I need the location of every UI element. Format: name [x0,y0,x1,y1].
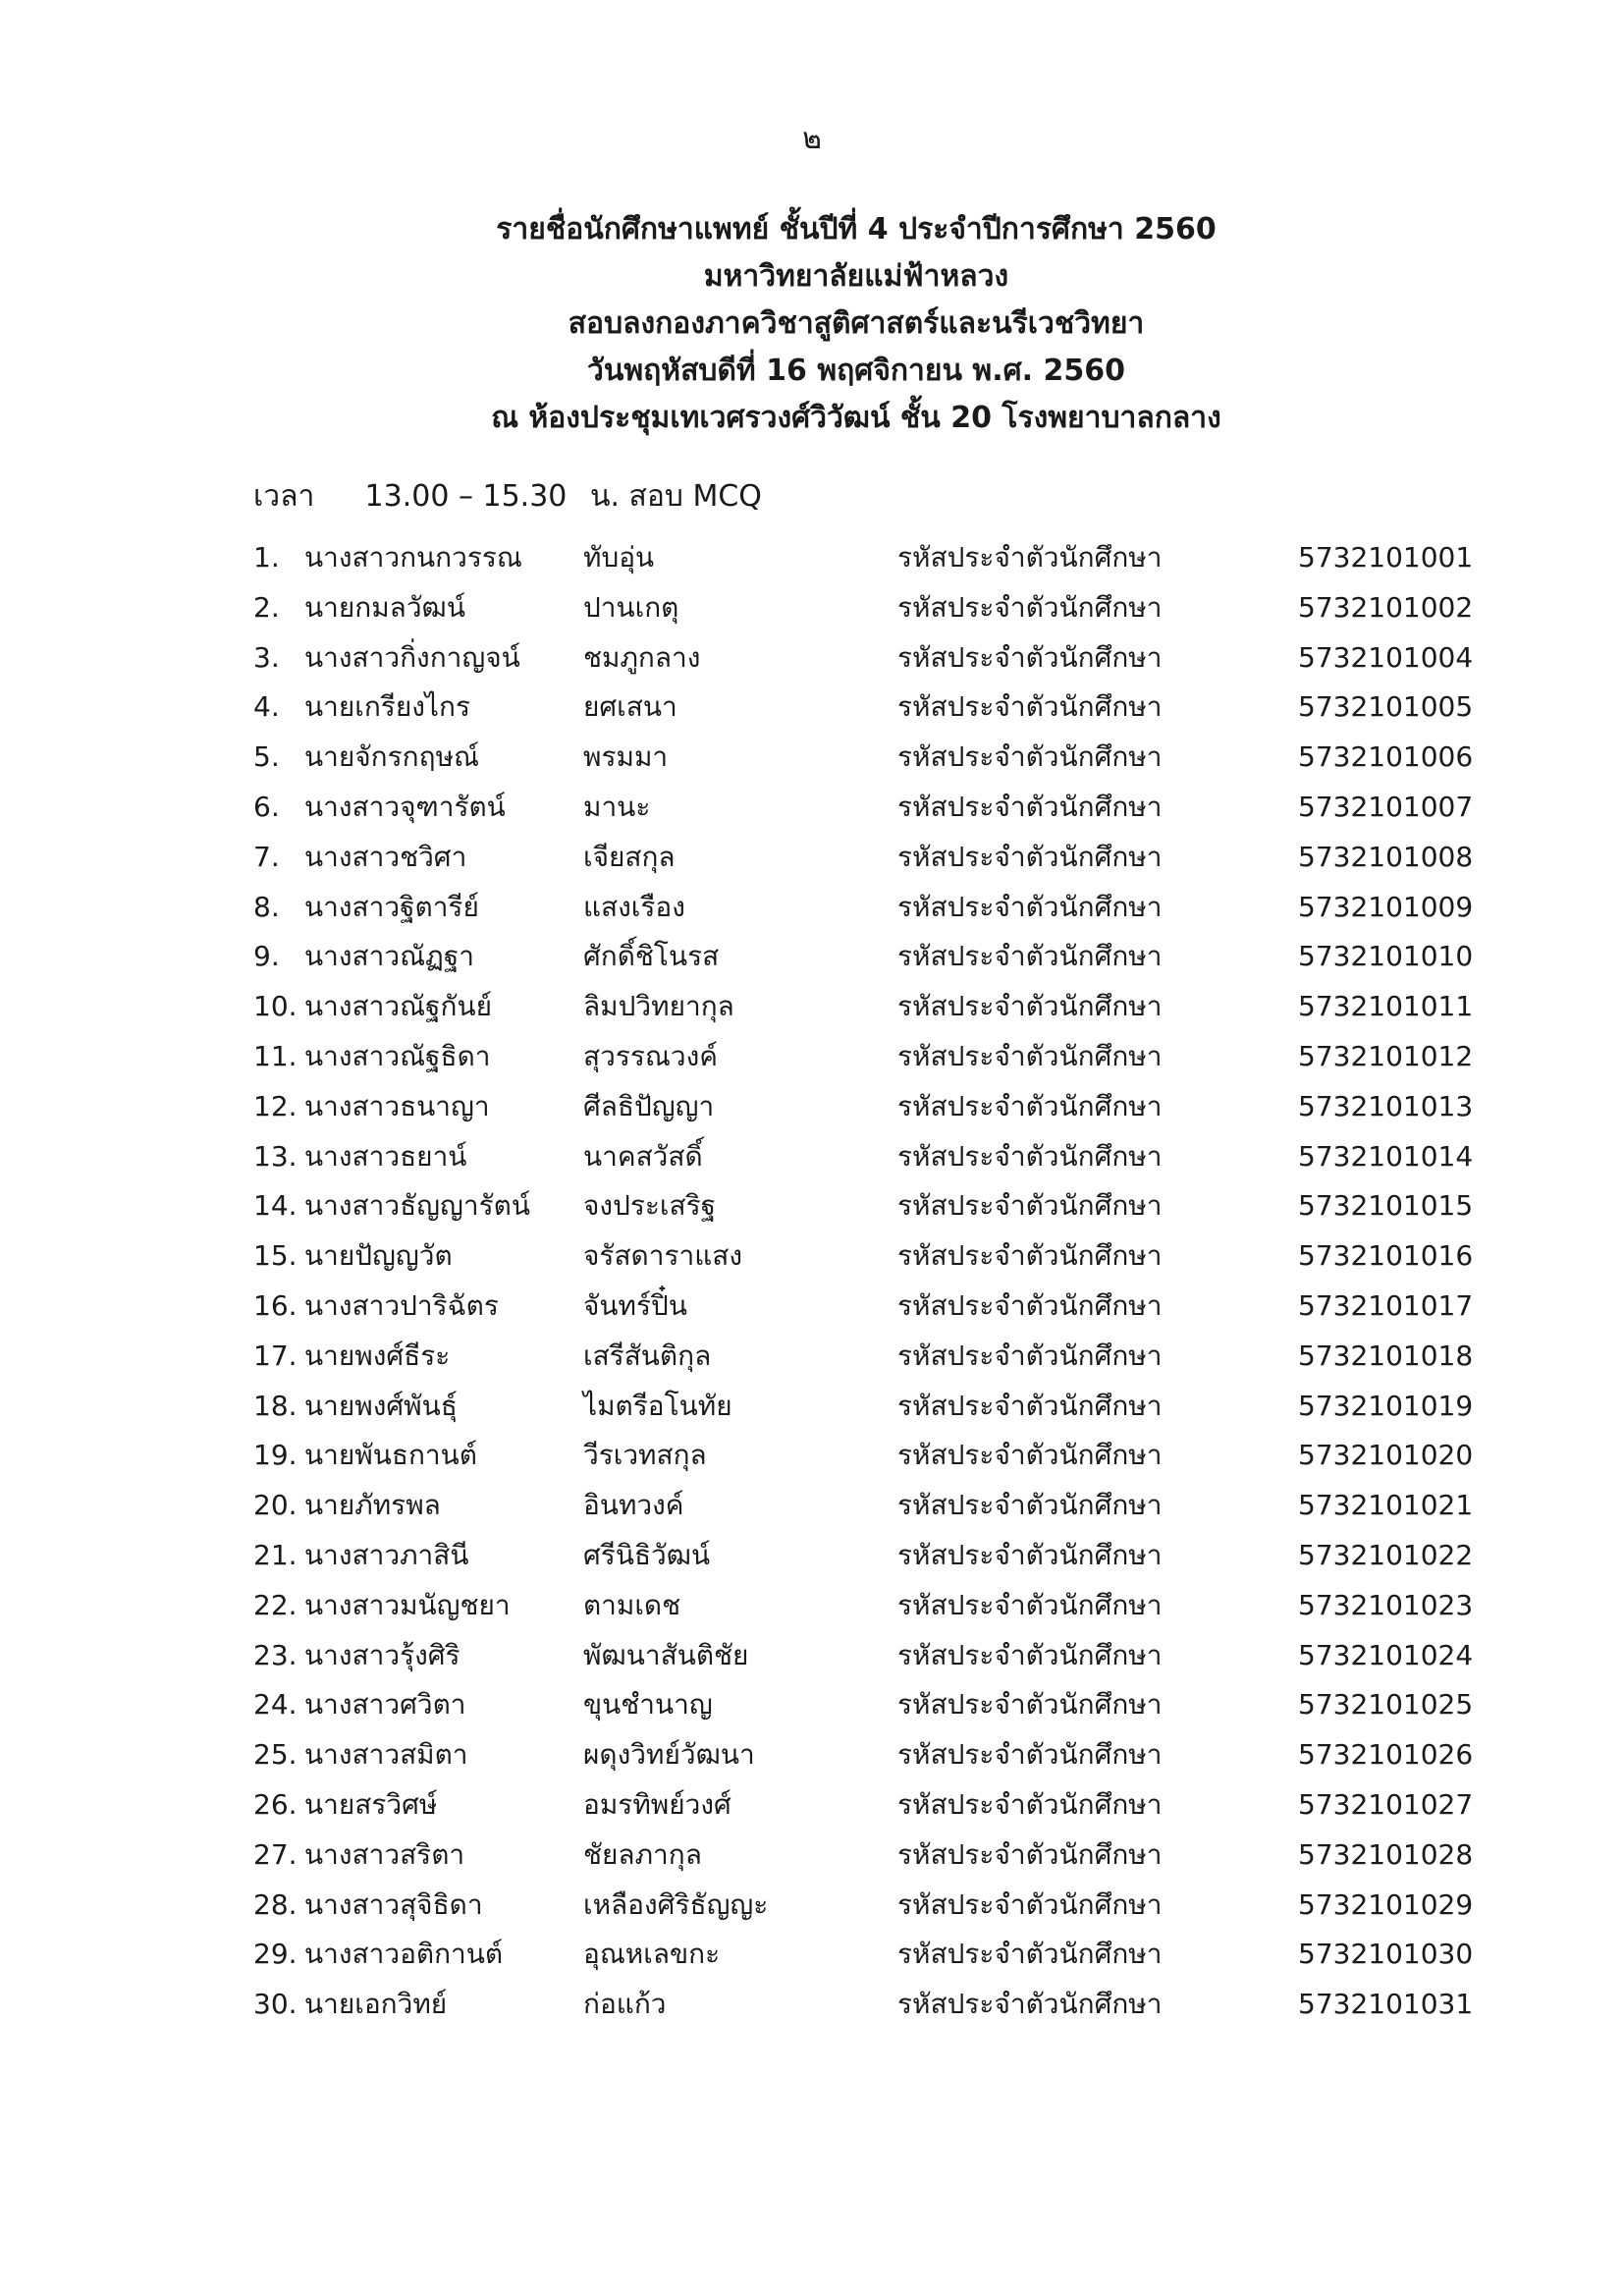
student-number: 19. [253,1439,298,1472]
student-last-name: เจียสกุล [583,840,676,873]
student-id-label: รหัสประจำตัวนักศึกษา [897,690,1163,724]
student-last-name: ลิมปวิทยากุล [583,990,734,1023]
student-id: 5732101015 [1298,1189,1474,1223]
student-id-label: รหัสประจำตัวนักศึกษา [897,840,1163,873]
student-first-name: นายพงศ์ธีระ [304,1339,451,1372]
student-id-label: รหัสประจำตัวนักศึกษา [897,1039,1163,1072]
student-first-name: นายกมลวัฒน์ [304,590,465,624]
student-last-name: แสงเรือง [583,890,685,923]
student-last-name: ชมภูกลาง [583,640,701,674]
student-row [253,1132,1474,1182]
student-id-label: รหัสประจำตัวนักศึกษา [897,990,1163,1023]
student-id: 5732101007 [1298,790,1474,823]
student-id-label: รหัสประจำตัวนักศึกษา [897,1538,1163,1571]
student-id-label: รหัสประจำตัวนักศึกษา [897,640,1163,674]
student-id: 5732101019 [1298,1389,1474,1422]
student-id-label: รหัสประจำตัวนักศึกษา [897,590,1163,624]
student-id: 5732101005 [1298,690,1474,724]
student-number: 22. [253,1588,298,1621]
student-first-name: นางสาวชวิศา [304,840,467,873]
student-last-name: เสรีสันติกุล [583,1339,712,1372]
student-id-label: รหัสประจำตัวนักศึกษา [897,1239,1163,1273]
student-id: 5732101013 [1298,1089,1474,1122]
student-number: 2. [253,590,280,624]
student-row [253,733,1474,783]
student-roster [253,533,1474,2030]
student-id: 5732101008 [1298,840,1474,873]
student-first-name: นางสาวณัฐกันย์ [304,990,492,1023]
student-number: 8. [253,890,280,923]
student-first-name: นางสาวจุฑารัตน์ [304,790,506,823]
student-last-name: พรมมา [583,740,669,774]
student-number: 30. [253,1988,298,2021]
student-last-name: จันทร์ปิ๋น [583,1288,687,1322]
student-row [253,1032,1474,1082]
student-row [253,1382,1474,1432]
student-first-name: นายภัทรพล [304,1489,441,1522]
time-unit: น. [589,479,620,514]
student-number: 27. [253,1837,298,1871]
student-row [253,1082,1474,1132]
student-id: 5732101012 [1298,1039,1474,1072]
student-row [253,633,1474,683]
student-row [253,1431,1474,1481]
student-row [253,1332,1474,1382]
student-first-name: นายจักรกฤษณ์ [304,740,480,774]
student-first-name: นางสาวปาริฉัตร [304,1288,499,1322]
student-row [253,1581,1474,1631]
student-last-name: เหลืองศิริธัญญะ [583,1887,769,1921]
student-number: 28. [253,1887,298,1921]
student-row [253,783,1474,833]
student-id-label: รหัสประจำตัวนักศึกษา [897,940,1163,973]
student-first-name: นางสาวณัฏฐา [304,940,475,973]
student-number: 23. [253,1638,298,1671]
student-row [253,833,1474,883]
student-row [253,1980,1474,2030]
student-id: 5732101020 [1298,1439,1474,1472]
student-id: 5732101026 [1298,1738,1474,1772]
student-last-name: ทับอุ่น [583,541,655,574]
student-number: 13. [253,1139,298,1173]
student-number: 14. [253,1189,298,1223]
student-id: 5732101029 [1298,1887,1474,1921]
student-number: 24. [253,1688,298,1722]
student-number: 6. [253,790,280,823]
student-number: 15. [253,1239,298,1273]
student-id-label: รหัสประจำตัวนักศึกษา [897,1389,1163,1422]
student-number: 26. [253,1787,298,1821]
student-id: 5732101006 [1298,740,1474,774]
student-id-label: รหัสประจำตัวนักศึกษา [897,1988,1163,2021]
student-id: 5732101011 [1298,990,1474,1023]
student-id-label: รหัสประจำตัวนักศึกษา [897,1688,1163,1722]
student-last-name: ผดุงวิทย์วัฒนา [583,1738,755,1772]
student-first-name: นางสาวภาสินี [304,1538,469,1571]
student-row [253,1930,1474,1980]
student-number: 4. [253,690,280,724]
student-id-label: รหัสประจำตัวนักศึกษา [897,1887,1163,1921]
student-row [253,1730,1474,1780]
student-first-name: นายเอกวิทย์ [304,1988,448,2021]
student-number: 16. [253,1288,298,1322]
student-id-label: รหัสประจำตัวนักศึกษา [897,1738,1163,1772]
student-last-name: มานะ [583,790,651,823]
heading-line: รายชื่อนักศึกษาแพทย์ ชั้นปีที่ 4 ประจำปีการศึกษา 2560 [496,212,1217,246]
student-id-label: รหัสประจำตัวนักศึกษา [897,890,1163,923]
student-number: 9. [253,940,280,973]
student-first-name: นางสาวมนัญชยา [304,1588,511,1621]
student-id: 5732101024 [1298,1638,1474,1671]
heading-line: มหาวิทยาลัยแม่ฟ้าหลวง [703,259,1009,294]
student-row [253,583,1474,633]
student-first-name: นางสาวสุจิธิดา [304,1887,483,1921]
student-row [253,683,1474,733]
time-range: 13.00 – 15.30 [364,479,568,514]
heading-line: ณ ห้องประชุมเทเวศรวงศ์วิวัฒน์ ชั้น 20 โรงพยาบาลกลาง [491,401,1221,435]
student-number: 7. [253,840,280,873]
student-id-label: รหัสประจำตัวนักศึกษา [897,1288,1163,1322]
student-last-name: พัฒนาสันติชัย [583,1638,749,1671]
student-row [253,1282,1474,1332]
student-last-name: ก่อแก้ว [583,1988,667,2021]
student-row [253,932,1474,982]
student-id-label: รหัสประจำตัวนักศึกษา [897,1089,1163,1122]
student-last-name: อุณหเลขกะ [583,1938,721,1971]
student-first-name: นางสาวสมิตา [304,1738,468,1772]
student-id: 5732101030 [1298,1938,1474,1971]
student-number: 25. [253,1738,298,1772]
student-first-name: นางสาวรุ้งศิริ [304,1638,460,1671]
student-id-label: รหัสประจำตัวนักศึกษา [897,1588,1163,1621]
student-id: 5732101021 [1298,1489,1474,1522]
student-row [253,1680,1474,1730]
student-id: 5732101002 [1298,590,1474,624]
student-id: 5732101022 [1298,1538,1474,1571]
student-first-name: นางสาวณัฐธิดา [304,1039,491,1072]
student-row [253,1780,1474,1831]
student-last-name: จรัสดาราแสง [583,1239,743,1273]
student-id-label: รหัสประจำตัวนักศึกษา [897,1938,1163,1971]
student-number: 3. [253,640,280,674]
student-first-name: นางสาวธนาญา [304,1089,490,1122]
student-number: 21. [253,1538,298,1571]
student-id-label: รหัสประจำตัวนักศึกษา [897,1439,1163,1472]
student-row [253,1231,1474,1282]
student-id: 5732101023 [1298,1588,1474,1621]
student-first-name: นายปัญญวัต [304,1239,453,1273]
student-number: 12. [253,1089,298,1122]
exam-time [253,475,762,519]
student-id-label: รหัสประจำตัวนักศึกษา [897,1139,1163,1173]
student-last-name: ศรีนิธิวัฒน์ [583,1538,711,1571]
student-first-name: นางสาวกนกวรรณ [304,541,522,574]
student-last-name: ปานเกตุ [583,590,679,624]
student-number: 17. [253,1339,298,1372]
student-id: 5732101016 [1298,1239,1474,1273]
student-id-label: รหัสประจำตัวนักศึกษา [897,790,1163,823]
student-last-name: ยศเสนา [583,690,677,724]
student-id-label: รหัสประจำตัวนักศึกษา [897,1837,1163,1871]
student-id-label: รหัสประจำตัวนักศึกษา [897,1638,1163,1671]
student-id-label: รหัสประจำตัวนักศึกษา [897,1339,1163,1372]
student-id-label: รหัสประจำตัวนักศึกษา [897,1489,1163,1522]
student-last-name: ไมตรีอโนทัย [583,1389,732,1422]
student-last-name: ชัยลภากุล [583,1837,702,1871]
student-first-name: นางสาวฐิตารีย์ [304,890,479,923]
student-first-name: นายพันธกานต์ [304,1439,477,1472]
student-row [253,883,1474,933]
student-id: 5732101009 [1298,890,1474,923]
student-id-label: รหัสประจำตัวนักศึกษา [897,1189,1163,1223]
student-first-name: นางสาวกิ่งกาญจน์ [304,640,520,674]
student-first-name: นางสาวธัญญารัตน์ [304,1189,530,1223]
student-id: 5732101017 [1298,1288,1474,1322]
student-id: 5732101018 [1298,1339,1474,1372]
student-last-name: ศีลธิปัญญา [583,1089,715,1122]
student-number: 10. [253,990,298,1023]
student-id: 5732101028 [1298,1837,1474,1871]
student-first-name: นางสาวศวิตา [304,1688,466,1722]
student-first-name: นายสรวิศษ์ [304,1787,438,1821]
student-id-label: รหัสประจำตัวนักศึกษา [897,740,1163,774]
student-id: 5732101025 [1298,1688,1474,1722]
student-number: 20. [253,1489,298,1522]
student-id-label: รหัสประจำตัวนักศึกษา [897,541,1163,574]
student-row [253,1531,1474,1581]
student-last-name: ศักดิ์ชิโนรส [583,940,720,973]
student-last-name: ตามเดช [583,1588,681,1621]
student-id: 5732101004 [1298,640,1474,674]
student-last-name: สุวรรณวงค์ [583,1039,718,1072]
student-number: 5. [253,740,280,774]
student-row [253,1181,1474,1231]
heading-line: สอบลงกองภาควิชาสูติศาสตร์และนรีเวชวิทยา [568,306,1145,341]
student-number: 18. [253,1389,298,1422]
student-row [253,533,1474,583]
student-number: 11. [253,1039,298,1072]
student-id: 5732101031 [1298,1988,1474,2021]
student-id-label: รหัสประจำตัวนักศึกษา [897,1787,1163,1821]
student-id: 5732101027 [1298,1787,1474,1821]
student-last-name: อมรทิพย์วงศ์ [583,1787,731,1821]
student-last-name: นาคสวัสดิ์ [583,1139,703,1173]
student-id: 5732101014 [1298,1139,1474,1173]
student-row [253,1631,1474,1681]
student-last-name: จงประเสริฐ [583,1189,717,1223]
page-number: ๒ [802,122,822,156]
student-row [253,982,1474,1032]
student-number: 29. [253,1938,298,1971]
student-row [253,1481,1474,1531]
student-first-name: นายพงศ์พันธุ์ [304,1389,458,1422]
document-heading [0,206,1624,442]
student-first-name: นางสาวธยาน์ [304,1139,467,1173]
student-id: 5732101001 [1298,541,1474,574]
student-id: 5732101010 [1298,940,1474,973]
student-last-name: อินทวงค์ [583,1489,684,1522]
student-row [253,1881,1474,1931]
student-last-name: วีรเวทสกุล [583,1439,707,1472]
time-label: เวลา [253,479,315,514]
exam-type: สอบ MCQ [628,479,762,514]
student-first-name: นางสาวอติกานต์ [304,1938,504,1971]
student-last-name: ขุนชำนาญ [583,1688,713,1722]
heading-line: วันพฤหัสบดีที่ 16 พฤศจิกายน พ.ศ. 2560 [587,354,1125,388]
student-first-name: นางสาวสริตา [304,1837,465,1871]
student-row [253,1831,1474,1881]
student-number: 1. [253,541,280,574]
student-first-name: นายเกรียงไกร [304,690,470,724]
